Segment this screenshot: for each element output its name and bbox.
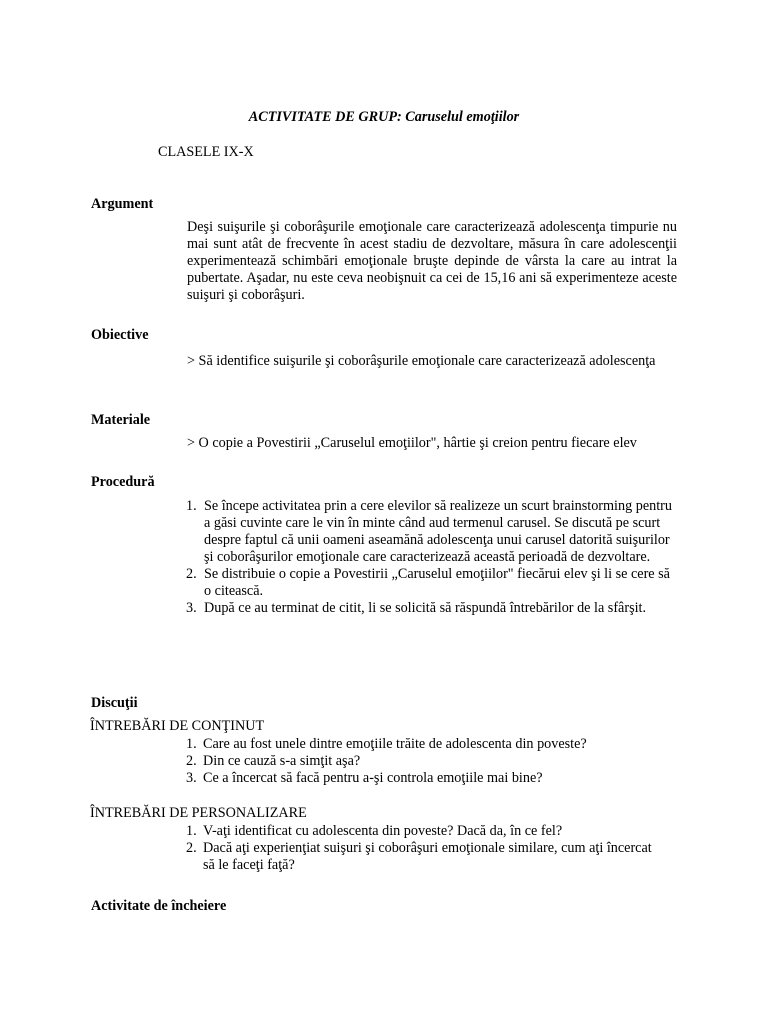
list-item: 1. V-aţi identificat cu adolescenta din poveste? Dacă da, în ce fel? — [186, 823, 563, 839]
materials-text: > O copie a Povestirii „Caruselul emoţiilor", hârtie şi creion pentru fiecare elev — [187, 435, 637, 451]
list-item: 2. Dacă aţi experienţiat suişuri şi coborâşuri emoţionale similare, cum aţi încercat să le faceţi faţă? — [186, 840, 652, 873]
list-item: 1. Se începe activitatea prin a cere elevilor să realizeze un scurt brainstorming pentru a găsi cuvinte care le vin în minte când aud termenul carusel. Se discută pe scurt despre faptul că unii oameni aseamănă adolescenţa unui carusel datorită suişurilor şi coborâşurilor emoţionale care caracterizează această perioadă de dezvoltare. — [186, 498, 672, 565]
materials-heading: Materiale — [91, 412, 151, 428]
content-questions-title: ÎNTREBĂRI DE CONŢINUT — [90, 718, 265, 734]
objectives-text: > Să identifice suişurile şi coborâşurile emoţionale care caracterizează adolescenţa — [187, 353, 656, 369]
list-item: 3. Ce a încercat să facă pentru a-şi controla emoţiile mai bine? — [186, 770, 543, 786]
procedure-heading: Procedură — [91, 474, 155, 490]
list-item: 3. După ce au terminat de citit, li se solicită să răspundă întrebărilor de la sfârşit. — [186, 600, 647, 616]
closing-heading: Activitate de încheiere — [91, 898, 227, 914]
content-questions-list — [186, 736, 676, 787]
procedure-list — [186, 498, 676, 617]
list-item: 1. Care au fost unele dintre emoţiile trăite de adolescenta din poveste? — [186, 736, 587, 752]
list-item: 2. Din ce cauză s-a simţit aşa? — [186, 753, 361, 769]
page-title: ACTIVITATE DE GRUP: Caruselul emoţiilor — [248, 109, 520, 125]
argument-heading: Argument — [91, 196, 154, 212]
classes-label: CLASELE IX-X — [158, 144, 254, 160]
list-item: 2. Se distribuie o copie a Povestirii „Caruselul emoţiilor" fiecărui elev şi li se cere să o citească. — [186, 566, 670, 599]
objectives-heading: Obiective — [91, 327, 149, 343]
argument-text: Deşi suişurile şi coborâşurile emoţionale care caracterizează adolescenţa timpurie nu mai sunt atât de frecvente în acest stadiu de dezvoltare, măsura în care adolescenţii experimentează schimbări emoţionale bruşte depinde de vârsta la care au intrat la pubertate. Aşadar, nu este ceva neobişnuit ca cei de 15,16 ani să experimenteze aceste suişuri şi coborâşuri. — [187, 219, 677, 303]
discussion-heading: Discuţii — [91, 695, 138, 711]
personal-questions-list — [186, 823, 656, 874]
personal-questions-title: ÎNTREBĂRI DE PERSONALIZARE — [90, 805, 307, 821]
